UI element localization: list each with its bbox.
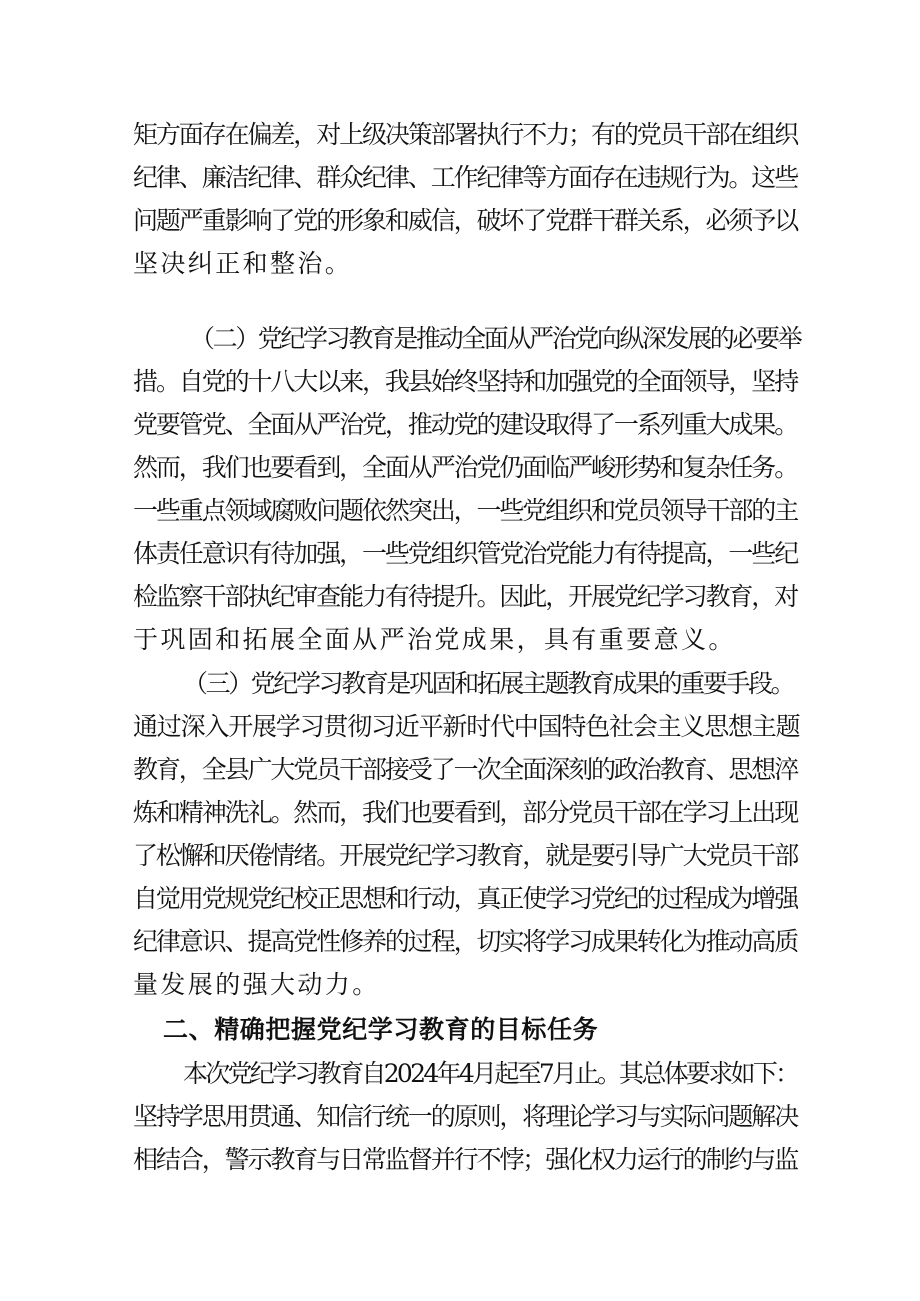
paragraph-line: 量发展的强大动力。 xyxy=(133,970,380,999)
paragraph-line: 坚持学思用贯通、知信行统一的原则，将理论学习与实际问题解决 xyxy=(133,1102,798,1131)
paragraph-line: 一些重点领域腐败问题依然突出，一些党组织和党员领导干部的主 xyxy=(133,496,798,525)
paragraph-line: 坚决纠正和整治。 xyxy=(133,249,353,278)
paragraph-line: 本次党纪学习教育自2024年4月起至7月止。其总体要求如下： xyxy=(183,1059,798,1088)
paragraph-line: 教育，全县广大党员干部接受了一次全面深刻的政治教育、思想淬 xyxy=(133,755,798,784)
paragraph-line: 通过深入开展学习贯彻习近平新时代中国特色社会主义思想主题 xyxy=(133,712,800,741)
paragraph-line: 了松懈和厌倦情绪。开展党纪学习教育，就是要引导广大党员干部 xyxy=(133,841,798,870)
paragraph-line: 纪律、廉洁纪律、群众纪律、工作纪律等方面存在违规行为。这些 xyxy=(133,163,798,192)
section-heading: 二、精确把握党纪学习教育的目标任务 xyxy=(163,1015,599,1044)
paragraph-line: （三）党纪学习教育是巩固和拓展主题教育成果的重要手段。 xyxy=(183,669,794,698)
paragraph-line: 纪律意识、提高党性修养的过程，切实将学习成果转化为推动高质 xyxy=(133,927,798,956)
paragraph-line: 问题严重影响了党的形象和威信，破坏了党群干群关系，必须予以 xyxy=(133,206,798,235)
paragraph-line: 党要管党、全面从严治党，推动党的建设取得了一系列重大成果。 xyxy=(133,410,798,439)
paragraph-line: （二）党纪学习教育是推动全面从严治党向纵深发展的必要举 xyxy=(190,324,801,353)
paragraph-line: 矩方面存在偏差，对上级决策部署执行不力；有的党员干部在组织 xyxy=(133,120,798,149)
paragraph-line: 于巩固和拓展全面从严治党成果，具有重要意义。 xyxy=(133,625,736,654)
paragraph-line: 炼和精神洗礼。然而，我们也要看到，部分党员干部在学习上出现 xyxy=(133,798,798,827)
paragraph-line: 然而，我们也要看到，全面从严治党仍面临严峻形势和复杂任务。 xyxy=(133,453,798,482)
paragraph-line: 措。自党的十八大以来，我县始终坚持和加强党的全面领导，坚持 xyxy=(133,367,798,396)
paragraph-line: 体责任意识有待加强，一些党组织管党治党能力有待提高，一些纪 xyxy=(133,539,798,568)
paragraph-line: 检监察干部执纪审查能力有待提升。因此，开展党纪学习教育，对 xyxy=(133,582,798,611)
paragraph-line: 相结合，警示教育与日常监督并行不悖；强化权力运行的制约与监 xyxy=(133,1145,798,1174)
paragraph-line: 自觉用党规党纪校正思想和行动，真正使学习党纪的过程成为增强 xyxy=(133,884,798,913)
